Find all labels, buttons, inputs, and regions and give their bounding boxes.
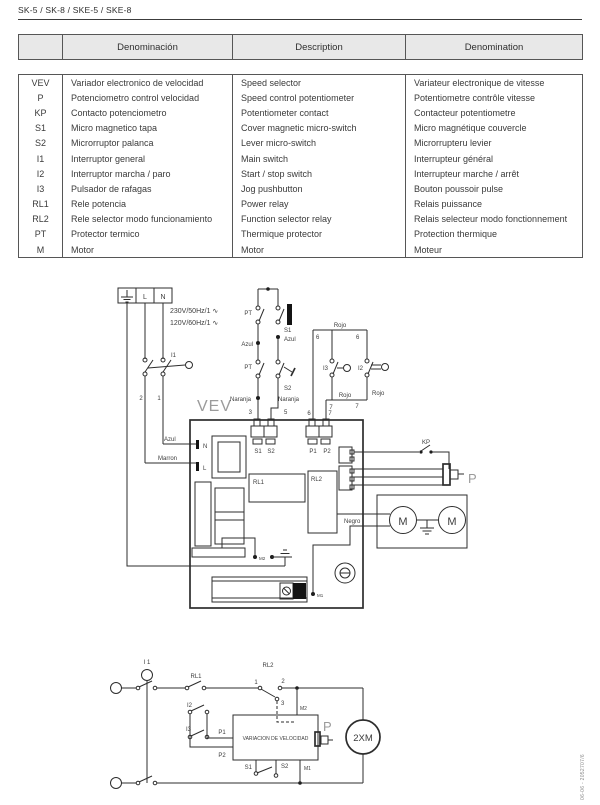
p-label: P — [323, 719, 332, 734]
board-connector-bottom — [339, 466, 354, 490]
terminal-l-label: L — [143, 294, 147, 301]
cell-code: S1 — [34, 123, 46, 134]
table-row — [19, 242, 583, 258]
s1-s2-contacts — [245, 760, 289, 777]
motor-m-left-label: M — [398, 516, 408, 528]
rojo-label-bottom-right: Rojo — [372, 391, 385, 397]
s1-s2-chain — [271, 289, 300, 419]
pin-6-label: 6 — [307, 411, 311, 417]
rl2-label: RL2 — [311, 477, 323, 483]
i2-label: I2 — [357, 366, 363, 372]
cell-es: Rele potencia — [63, 197, 233, 212]
i1-label: I1 — [171, 353, 177, 359]
rl2-terminal-3-label: 3 — [281, 701, 285, 707]
i1-label: I 1 — [143, 660, 151, 666]
cell-es: Contacto potenciometro — [63, 105, 233, 120]
rojo-label-bottom-left: Rojo — [338, 393, 352, 399]
cell-fr: Protection thermique — [406, 227, 583, 242]
cell-en: Potentiometer contact — [233, 105, 406, 120]
table-row — [19, 212, 583, 227]
cell-fr: Variateur electronique de vitesse — [406, 75, 583, 91]
connector-s2-label: S2 — [267, 449, 275, 455]
motor-assembly — [377, 495, 467, 548]
i3-label: I3 — [186, 727, 192, 733]
i2-label: I2 — [187, 703, 193, 709]
node-6-label-left: 6 — [316, 335, 320, 341]
cell-es: Variador electronico de velocidad — [63, 75, 233, 91]
cell-fr: Relais puissance — [406, 197, 583, 212]
board-ground-icon — [278, 550, 292, 566]
table-row — [19, 121, 583, 136]
cell-fr: Microrrupteru levier — [406, 136, 583, 151]
kp-label: KP — [421, 440, 431, 446]
cell-code: I2 — [36, 168, 45, 179]
relay-rl2 — [308, 471, 337, 533]
legend-table-header — [18, 34, 583, 60]
motor-2xm — [346, 688, 380, 783]
legend-col-fr: Denomination — [406, 35, 583, 60]
table-row — [19, 197, 583, 212]
rl2-linkage — [277, 701, 295, 722]
naranja-node-label-2: Naranja — [278, 397, 300, 403]
cell-code: M — [36, 244, 45, 255]
cell-es: Potenciometro control velocidad — [63, 90, 233, 105]
cell-fr: Contacteur potentiometre — [406, 105, 583, 120]
board-n-terminal — [196, 440, 207, 450]
connector-s1-label: S1 — [254, 449, 262, 455]
board-n-label: N — [203, 444, 208, 450]
page-title: SK-5 / SK-8 / SKE-5 / SKE-8 — [18, 5, 132, 15]
cell-fr: Moteur — [406, 242, 583, 258]
cell-code: RL1 — [32, 199, 49, 210]
marron-wire-label: Marron — [158, 456, 178, 462]
rl1-label: RL1 — [190, 674, 202, 680]
cell-es: Micro magnetico tapa — [63, 121, 233, 136]
cell-es: Protector termico — [63, 227, 233, 242]
earth-icon — [121, 290, 133, 302]
heatsink-block — [212, 577, 324, 602]
legend-col-code — [19, 35, 63, 60]
table-row — [19, 105, 583, 120]
p2-wire-label: P2 — [218, 753, 226, 759]
supply-terminal-top — [111, 683, 122, 694]
cell-code: RL2 — [32, 214, 49, 225]
connector-p1-label: P1 — [309, 449, 317, 455]
wire-2-label: 2 — [139, 396, 143, 402]
table-row — [19, 75, 583, 91]
motor-ground-icon — [420, 520, 434, 534]
node-7-label-left: 7 — [329, 405, 333, 411]
s2-label: S2 — [281, 764, 289, 770]
s1-s2-connector — [251, 419, 277, 455]
motor-m-left — [390, 507, 417, 534]
pt-label-2: PT — [244, 365, 252, 371]
table-row — [19, 136, 583, 151]
relay-rl1 — [249, 474, 305, 502]
cell-code: PT — [34, 229, 47, 240]
i2-i3-branch — [186, 703, 233, 759]
cell-en: Thermique protector — [233, 227, 406, 242]
negro-wire-label: Negro — [344, 519, 361, 525]
rl2-label: RL2 — [262, 663, 274, 669]
p1-wire-label: P1 — [218, 730, 226, 736]
cell-code: S2 — [34, 138, 46, 149]
pt-label-1: PT — [244, 311, 252, 317]
wiring-schematic — [0, 275, 600, 620]
cell-es: Microrruptor palanca — [63, 136, 233, 151]
board-l-terminal — [196, 462, 207, 472]
cell-en: Power relay — [233, 197, 406, 212]
cell-fr: Interrupteur général — [406, 151, 583, 166]
rl2-terminal-1-label: 1 — [254, 680, 258, 686]
p1-p2-connector — [306, 411, 332, 455]
document-reference-code: 06-06 - 2052707/6 — [580, 754, 586, 800]
cell-code: I3 — [36, 183, 45, 194]
pin-7-label: 7 — [328, 411, 332, 417]
magnet-bar-icon — [287, 304, 292, 325]
table-row — [19, 181, 583, 196]
i3-label: I3 — [322, 366, 328, 372]
pt-chain — [230, 287, 278, 419]
rl1-contact — [185, 674, 206, 690]
connector-p2-label: P2 — [323, 449, 331, 455]
cell-en: Speed control potentiometer — [233, 90, 406, 105]
cell-en: Jog pushbutton — [233, 181, 406, 196]
speed-controller-label: VARIACION DE VELOCIDAD — [242, 736, 309, 742]
cell-fr: Micro magnétique couvercle — [406, 121, 583, 136]
jog-run-switches — [313, 323, 389, 419]
cell-es: Pulsador de rafagas — [63, 181, 233, 196]
vev-title: VEV — [197, 398, 233, 415]
table-row — [19, 166, 583, 181]
m1-terminal-label: M1 — [317, 593, 324, 598]
cell-fr: Interrupteur marche / arrêt — [406, 166, 583, 181]
transformer-block — [212, 436, 246, 478]
cell-en: Cover magnetic micro-switch — [233, 121, 406, 136]
speed-controller-box — [233, 715, 318, 760]
board-connector-top — [339, 447, 354, 463]
legend-table-body — [19, 75, 583, 258]
m2-node-label: M2 — [300, 706, 307, 712]
cell-es: Interruptor general — [63, 151, 233, 166]
terminal-n-label: N — [160, 294, 166, 301]
i1-main-switch — [143, 353, 193, 376]
motor-m-right-label: M — [447, 516, 457, 528]
cell-code: KP — [34, 107, 47, 118]
cell-es: Interruptor marcha / paro — [63, 166, 233, 181]
s1-label: S1 — [244, 765, 252, 771]
earth-wire — [127, 303, 285, 566]
rl1-label: RL1 — [253, 480, 265, 486]
cell-en: Lever micro-switch — [233, 136, 406, 151]
legend-col-es: Denominación — [63, 35, 233, 60]
cell-code: I1 — [36, 153, 45, 164]
legend-col-en: Description — [233, 35, 406, 60]
supply-terminal-bottom — [111, 778, 122, 789]
rl2-changeover — [254, 663, 295, 722]
m2-terminal-label: M2 — [259, 556, 266, 561]
cell-en: Speed selector — [233, 75, 406, 91]
motor-m-right — [439, 507, 466, 534]
cell-en: Function selector relay — [233, 212, 406, 227]
motor-2xm-label: 2XM — [353, 733, 373, 744]
node-6-label-right: 6 — [356, 335, 360, 341]
supply-rating-1: 230V/50Hz/1 ∿ — [170, 308, 219, 315]
cell-es: Rele selector modo funcionamiento — [63, 212, 233, 227]
naranja-node-label-1: Naranja — [229, 397, 251, 403]
pin-5-label: 5 — [284, 410, 288, 416]
cell-es: Motor — [63, 242, 233, 258]
board-ground — [222, 538, 292, 566]
table-row — [19, 227, 583, 242]
cell-en: Motor — [233, 242, 406, 258]
pin-3-label: 3 — [248, 410, 252, 416]
supply-rating-2: 120V/60Hz/1 ∿ — [170, 320, 219, 327]
cell-en: Main switch — [233, 151, 406, 166]
cell-en: Start / stop switch — [233, 166, 406, 181]
m1-node-label: M1 — [304, 766, 311, 772]
capacitor-stack — [192, 482, 245, 557]
i1-switch — [136, 660, 157, 785]
wire-1-label: 1 — [157, 396, 161, 402]
node-7-label-right: 7 — [355, 404, 359, 410]
header-rule — [18, 19, 582, 20]
cell-code: VEV — [31, 77, 50, 88]
p-label: P — [468, 471, 477, 486]
cell-fr: Bouton poussoir pulse — [406, 181, 583, 196]
cell-fr: Relais selecteur modo fonctionnement — [406, 212, 583, 227]
azul-node-label-1: Azul — [241, 342, 253, 348]
s2-label: S2 — [284, 386, 292, 392]
potentiometer-p — [354, 464, 477, 486]
azul-node-label-2: Azul — [284, 337, 296, 343]
rl2-terminal-2-label: 2 — [281, 679, 285, 685]
azul-wire-label: Azul — [164, 437, 176, 443]
cell-fr: Potentiometre contrôle vitesse — [406, 90, 583, 105]
legend-header-row — [19, 35, 583, 60]
table-row — [19, 151, 583, 166]
rojo-label-top: Rojo — [333, 323, 347, 329]
kp-contact — [354, 440, 449, 469]
s1-label: S1 — [284, 328, 292, 334]
thermal-disc — [335, 563, 355, 583]
cell-code: P — [37, 92, 44, 103]
control-schematic — [0, 640, 600, 805]
mains-terminal-block — [118, 288, 172, 303]
board-l-label: L — [203, 466, 207, 472]
table-row — [19, 90, 583, 105]
legend-table — [18, 74, 583, 258]
